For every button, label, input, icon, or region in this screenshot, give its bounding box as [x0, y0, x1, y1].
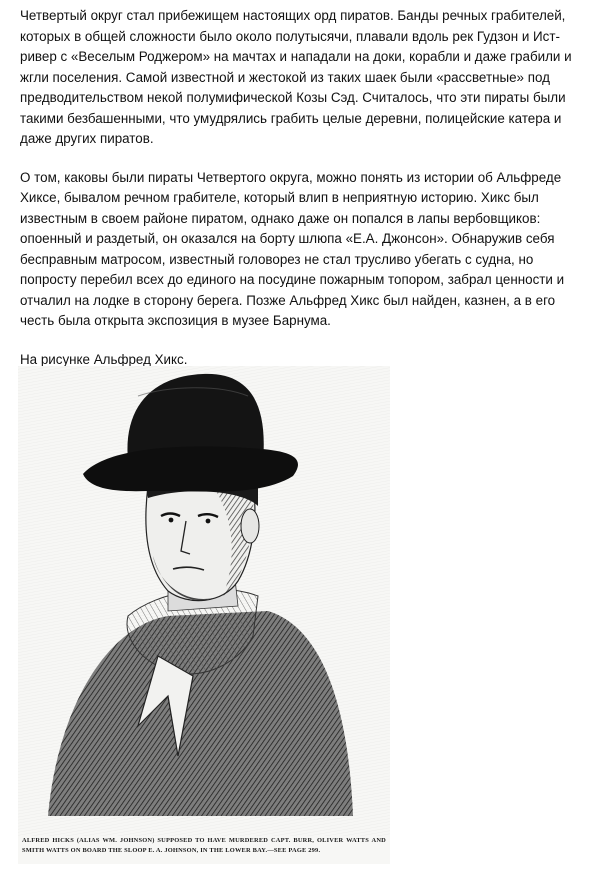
- article-paragraph-1: Четвертый округ стал прибежищем настоящих орд пиратов. Банды речных грабителей, которых в общей сложности было около полутысячи, плавали вдоль рек Гудзон и Ист-ривер с «Веселым Роджером» на мачтах и нападали на доки, корабли и даже грабили и жгли поселения. Самой известной и жестокой из таких шаек были «рассветные» под предводительством некой полумифической Козы Сэд. Считалось, что эти пираты были такими безбашенными, что умудрялись грабить целые деревни, полицейские катера и даже других пиратов.: [20, 8, 572, 146]
- engraving-caption: ALFRED HICKS (ALIAS WM. JOHNSON) SUPPOSED TO HAVE MURDERED CAPT. BURR, OLIVER WATTS AND SMITH WATTS ON BOARD THE SLOOP E. A. JOHNSON, IN THE LOWER BAY.—SEE PAGE 299.: [22, 837, 386, 854]
- image-intro-text: На рисунке Альфред Хикс.: [20, 351, 188, 367]
- article-body: [20, 6, 580, 370]
- alfred-hicks-engraving: [18, 366, 390, 864]
- portrait-illustration: [18, 366, 390, 836]
- article-paragraph-2: О том, каковы были пираты Четвертого округа, можно понять из истории об Альфреде Хиксе, бывалом речном грабителе, который влип в неприятную историю. Хикс был известным в своем районе пиратом, однако даже он попался в лапы вербовщиков: опоенный и раздетый, он оказался на борту шлюпа «Е.А. Джонсон». Обнаружив себя бесправным матросом, известный головорез не стал трусливо убегать с судна, но попросту перебил всех до единого на посудине пожарным топором, забрал ценности и отчалил на лодке в сторону берега. Позже Альфред Хикс был найден, казнен, а в его честь была открыта экспозиция в музее Барнума.: [20, 169, 565, 328]
